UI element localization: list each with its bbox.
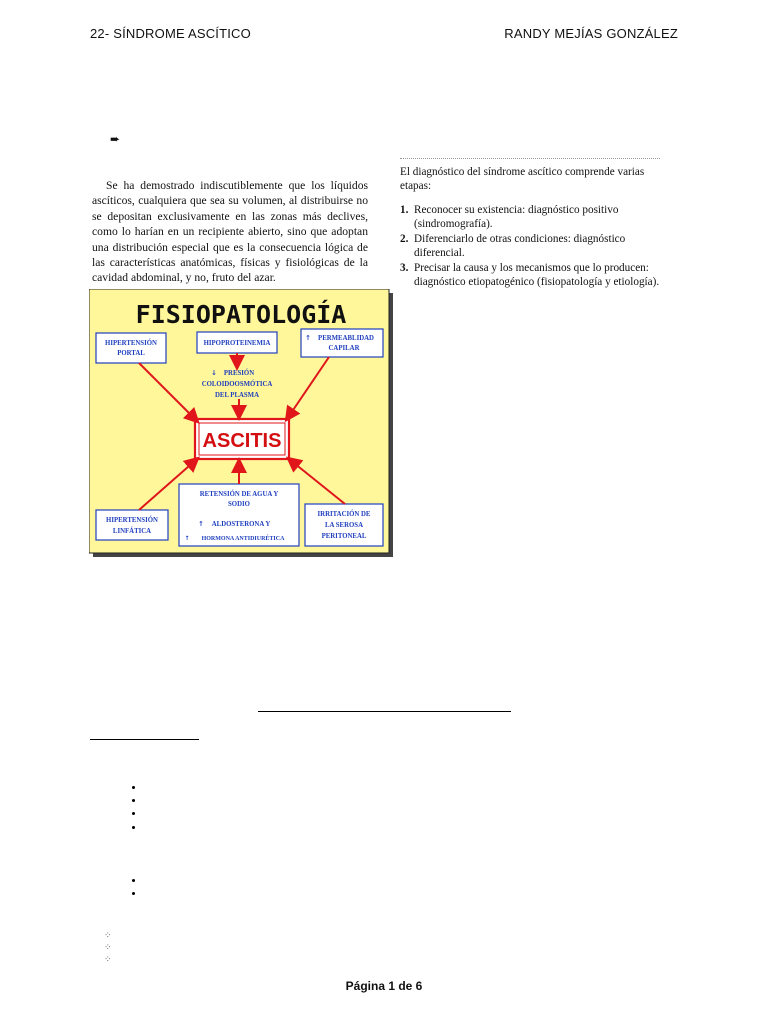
pathophysiology-diagram <box>89 289 393 557</box>
step-text: Reconocer su existencia: diagnóstico positivo (sindromografía). <box>414 204 619 230</box>
bullet-dot <box>132 799 135 802</box>
presion-line2: COLOIDOOSMÓTICA <box>201 381 273 388</box>
box-portal-line2: PORTAL <box>117 350 145 357</box>
diagnosis-step <box>400 261 672 289</box>
bullet-dot <box>132 879 135 882</box>
center-label-ascitis: ASCITIS <box>202 430 282 452</box>
step-text: Precisar la causa y los mecanismos que lo producen: diagnóstico etiopatogénico (fisiopatología y etiología). <box>414 262 660 288</box>
left-column-text <box>92 178 368 286</box>
header-author: RANDY MEJÍAS GONZÁLEZ <box>504 26 678 41</box>
step-text: Diferenciarlo de otras condiciones: diagnóstico diferencial. <box>414 233 626 259</box>
decorative-sparkle-icon: ⁘ <box>104 954 114 964</box>
box-peritoneal-line2: LA SEROSA <box>325 522 363 529</box>
box-hypoproteinemia-text: HIPOPROTEINEMIA <box>203 340 271 347</box>
box-portal-hypertension <box>96 333 166 363</box>
box-lymphatic-line2: LINFÁTICA <box>112 528 152 535</box>
box-peritoneal-line1: IRRITACIÓN DE <box>317 511 371 518</box>
cropped-line-decoration <box>400 158 660 162</box>
box-portal-line1: HIPERTENSIÓN <box>105 340 157 347</box>
box-peritoneal-line3: PERITONEAL <box>321 533 367 540</box>
bullet-dot <box>132 812 135 815</box>
box-retention-line2: SODIO <box>228 501 250 508</box>
right-intro: El diagnóstico del síndrome ascítico comprende varias etapas: <box>400 166 645 192</box>
bullet-dot <box>132 826 135 829</box>
up-arrow-icon: ↑ <box>184 535 190 542</box>
box-lymphatic-hypertension <box>96 510 168 540</box>
bullet-dot <box>132 786 135 789</box>
presion-line1: PRESIÓN <box>223 370 255 377</box>
diagnosis-step <box>400 203 672 231</box>
up-arrow-icon: ↑ <box>305 334 311 342</box>
presion-line3: DEL PLASMA <box>215 392 259 399</box>
box-retention-line4: HORMONA ANTIDIURÉTICA <box>201 536 285 542</box>
decorative-sparkle-icon: ⁘ <box>104 942 114 952</box>
horizontal-rule-short <box>90 739 199 740</box>
page-number: Página 1 de 6 <box>345 979 423 993</box>
step-number: 1. <box>400 204 409 216</box>
box-retention-line3: ALDOSTERONA Y <box>211 521 271 528</box>
arrow-bullet-icon: ➨ <box>110 132 121 146</box>
up-arrow-icon: ↑ <box>198 520 204 528</box>
box-capillary-permeability <box>301 329 383 357</box>
decorative-sparkle-icon: ⁘ <box>104 930 114 940</box>
left-paragraph: Se ha demostrado indiscutiblemente que los líquidos ascíticos, cualquiera que sea su volumen, al distribuirse no se depositan exclusivamente en las zonas más declives, como lo harían en un recipiente abierto, sino que adoptan una distribución especial que es la consecuencia lógica de las características anatómicas, físicas y fisiológicas de la cavidad abdominal, y no, fruto del azar. <box>92 179 368 285</box>
header-left-title: 22- SÍNDROME ASCÍTICO <box>90 26 251 41</box>
box-retention-line1: RETENSIÓN DE AGUA Y <box>199 491 279 498</box>
diagnosis-step <box>400 232 672 260</box>
down-arrow-icon: ↓ <box>211 369 217 377</box>
right-column-text <box>400 165 672 290</box>
step-number: 2. <box>400 233 409 245</box>
box-permeability-line1: PERMEABLIDAD <box>318 335 374 342</box>
step-number: 3. <box>400 262 409 274</box>
bullet-dot <box>132 892 135 895</box>
diagram-title: FISIOPATOLOGÍA <box>135 300 347 329</box>
box-lymphatic-line1: HIPERTENSIÓN <box>106 517 158 524</box>
box-permeability-line2: CAPILAR <box>328 345 360 352</box>
horizontal-rule <box>258 711 511 712</box>
diagnosis-steps-list <box>400 203 672 289</box>
